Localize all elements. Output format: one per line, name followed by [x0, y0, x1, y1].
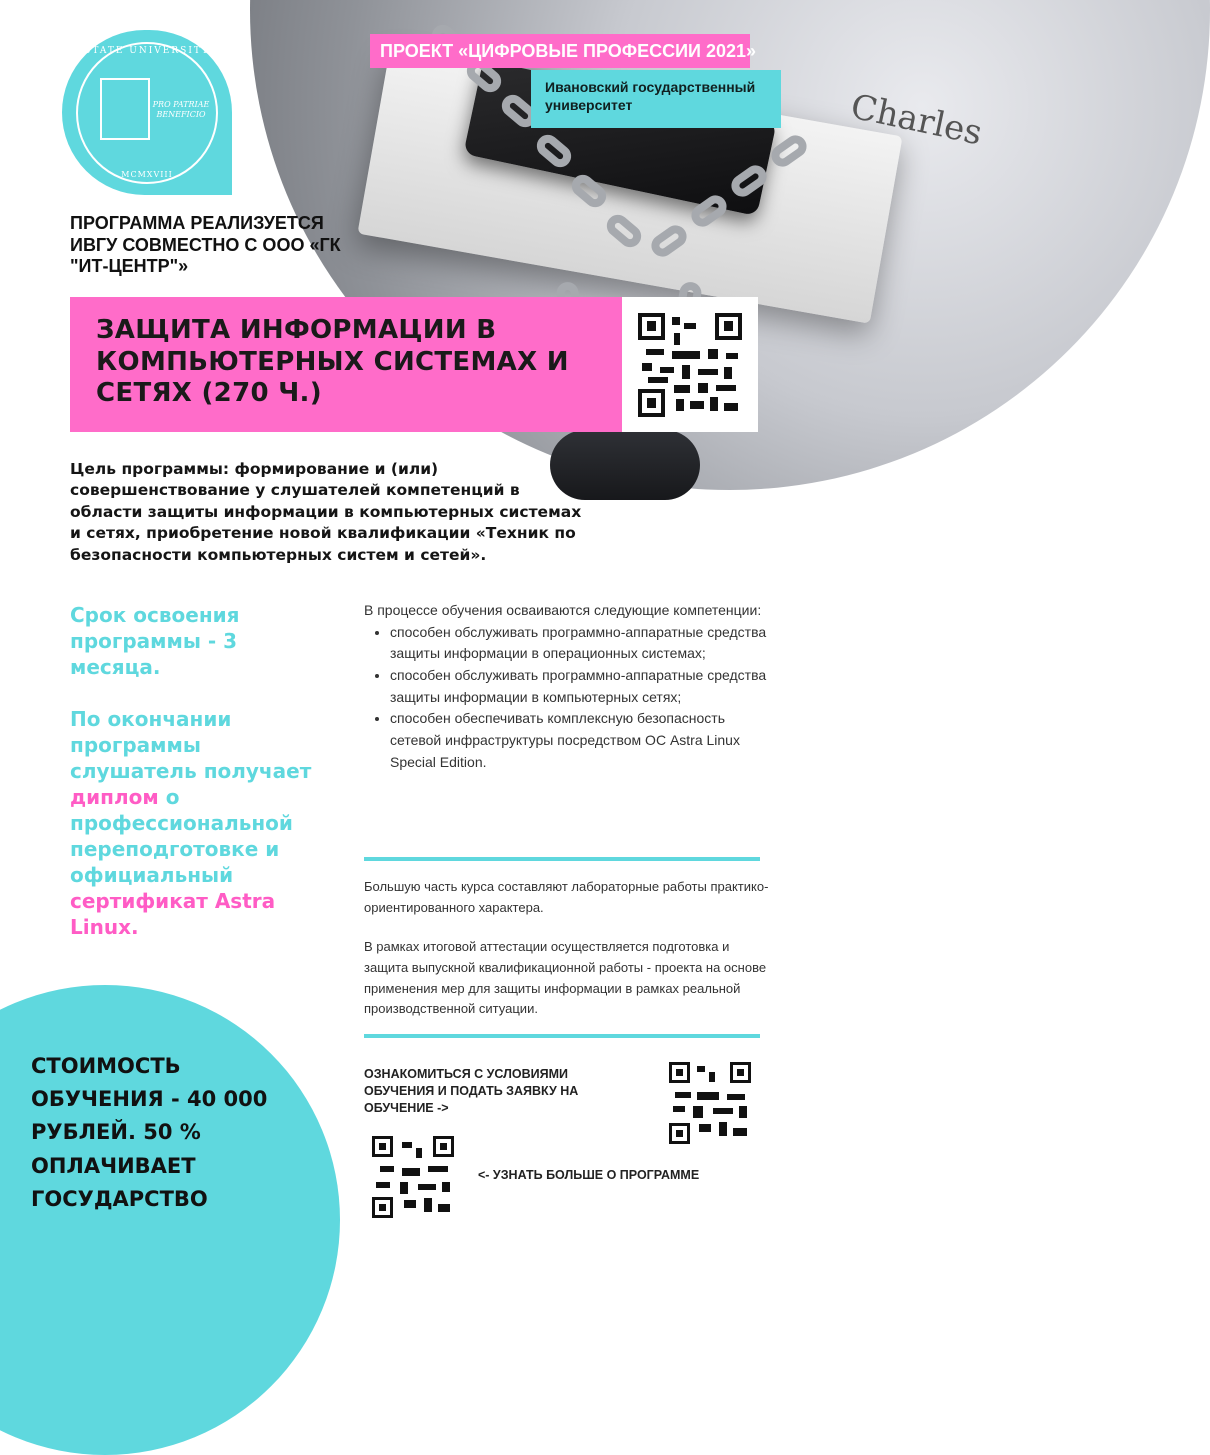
- partner-text: ПРОГРАММА РЕАЛИЗУЕТСЯ ИВГУ СОВМЕСТНО С ООО «ГК "ИТ-ЦЕНТР"»: [70, 213, 341, 277]
- competencies-block: [364, 600, 774, 774]
- university-label: Ивановский государственный университет: [531, 70, 781, 128]
- cert-highlight: сертификат Astra Linux: [70, 889, 276, 939]
- outcome-part1: По окончании программы слушатель получает: [70, 707, 312, 783]
- title-band: [70, 297, 758, 432]
- duration-text: Срок освоения программы - 3 месяца.: [70, 603, 240, 679]
- qr-code-icon[interactable]: [638, 313, 742, 417]
- logo-motto: PRO PATRIAE BENEFICIO: [152, 100, 210, 119]
- apply-link[interactable]: ОЗНАКОМИТЬСЯ С УСЛОВИЯМИ ОБУЧЕНИЯ И ПОДАТЬ ЗАЯВКУ НА ОБУЧЕНИЕ ->: [364, 1067, 579, 1115]
- logo-year: MCMXVIII: [121, 170, 173, 179]
- more-qr-code-icon[interactable]: [372, 1136, 454, 1218]
- building-icon: [100, 78, 150, 140]
- competency-item: • способен обслуживать программно-аппаратные средства защиты информации в операционных системах;: [390, 622, 774, 665]
- attestation-text: В рамках итоговой аттестации осуществляется подготовка и защита выпускной квалификационной работы - проекта на основе применения мер для защиты информации в рамках реальной производственной ситуации.: [364, 939, 767, 1017]
- program-goal: Цель программы: формирование и (или) совершенствование у слушателей компетенций в области защиты информации в компьютерных системах и сетях, приобретение новой квалификации «Техник по безопасности компьютерных систем и сетей».: [70, 460, 582, 564]
- competencies-list: [390, 622, 774, 774]
- project-label: ПРОЕКТ «ЦИФРОВЫЕ ПРОФЕССИИ 2021»: [370, 34, 750, 68]
- cost-text: СТОИМОСТЬ ОБУЧЕНИЯ - 40 000 РУБЛЕЙ. 50 % ОПЛАЧИВАЕТ ГОСУДАРСТВО: [31, 1054, 268, 1211]
- left-column: [70, 602, 330, 966]
- divider: [364, 1034, 760, 1038]
- labs-text: Большую часть курса составляют лабораторные работы практико-ориентированного характера.: [364, 879, 769, 915]
- apply-qr-code-icon[interactable]: [669, 1062, 751, 1144]
- university-logo: [62, 30, 232, 195]
- more-info-link[interactable]: <- УЗНАТЬ БОЛЬШЕ О ПРОГРАММЕ: [478, 1168, 700, 1182]
- diploma-highlight: диплом: [70, 785, 159, 809]
- competencies-intro: В процессе обучения осваиваются следующие компетенции:: [364, 602, 762, 618]
- program-title: ЗАЩИТА ИНФОРМАЦИИ В КОМПЬЮТЕРНЫХ СИСТЕМАХ И СЕТЯХ (270 Ч.): [96, 315, 569, 409]
- competency-item: • способен обеспечивать комплексную безопасность сетевой инфраструктуры посредством ОС Astra Linux Special Edition.: [390, 708, 774, 773]
- title-qr-box[interactable]: [622, 297, 758, 432]
- divider: [364, 857, 760, 861]
- outcome-text: [70, 706, 330, 940]
- outcome-part2: о профессиональной переподготовке и официальный: [70, 785, 293, 887]
- book-cover-text: Charles: [847, 86, 986, 154]
- competency-item: • способен обслуживать программно-аппаратные средства защиты информации в компьютерных сетях;: [390, 665, 774, 708]
- logo-top-text: STATE UNIVERSITY: [84, 46, 210, 56]
- outcome-end: .: [130, 915, 139, 939]
